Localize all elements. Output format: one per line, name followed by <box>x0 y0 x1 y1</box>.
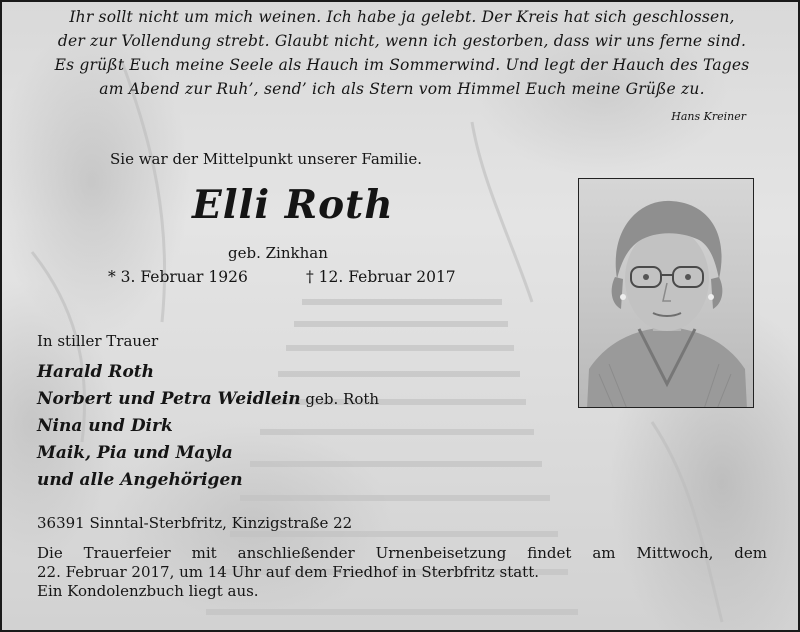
family-address: 36391 Sinntal-Sterbfritz, Kinzigstraße 22 <box>37 514 353 532</box>
birth-name: geb. Zinkhan <box>228 244 328 262</box>
death-date: † 12. Februar 2017 <box>306 268 456 286</box>
deceased-name: Elli Roth <box>192 182 394 228</box>
portrait-illustration <box>579 179 754 408</box>
mourner-3 <box>37 416 173 436</box>
poem-line-2: der zur Vollendung strebt. Glaubt nicht, wenn ich gestorben, dass wir uns ferne sind. <box>57 32 747 50</box>
mourner-name: Norbert und Petra Weidlein <box>37 389 301 409</box>
poem-line-4: am Abend zur Ruh’, send’ ich als Stern vom Himmel Euch meine Grüße zu. <box>99 80 705 98</box>
mourning-intro: In stiller Trauer <box>37 332 159 350</box>
poem-author: Hans Kreiner <box>671 110 746 123</box>
mourner-suffix: geb. Roth <box>300 390 380 408</box>
mourner-2 <box>37 389 379 409</box>
poem-line-3: Es grüßt Euch meine Seele als Hauch im Sommerwind. Und legt der Hauch des Tages <box>54 56 750 74</box>
mourner-name: Nina und Dirk <box>37 416 173 436</box>
intro-text: Sie war der Mittelpunkt unserer Familie. <box>110 150 423 168</box>
mourner-5 <box>37 470 243 490</box>
funeral-info <box>37 544 767 601</box>
funeral-line-2: 22. Februar 2017, um 14 Uhr auf dem Friedhof in Sterbfritz statt. <box>37 563 540 581</box>
poem-line-1: Ihr sollt nicht um mich weinen. Ich habe ja gelebt. Der Kreis hat sich geschlossen, <box>69 8 735 26</box>
mourner-4 <box>37 443 233 463</box>
mourner-1 <box>37 362 154 382</box>
mourner-name: Maik, Pia und Mayla <box>37 443 233 463</box>
funeral-line-1: Die Trauerfeier mit anschließender Urnenbeisetzung findet am Mittwoch, dem <box>37 544 767 562</box>
funeral-line-3: Ein Kondolenzbuch liegt aus. <box>37 582 259 600</box>
portrait-photo <box>578 178 754 408</box>
mourner-name: und alle Angehörigen <box>37 470 243 490</box>
birth-date: * 3. Februar 1926 <box>108 268 248 286</box>
mourner-name: Harald Roth <box>37 362 154 382</box>
